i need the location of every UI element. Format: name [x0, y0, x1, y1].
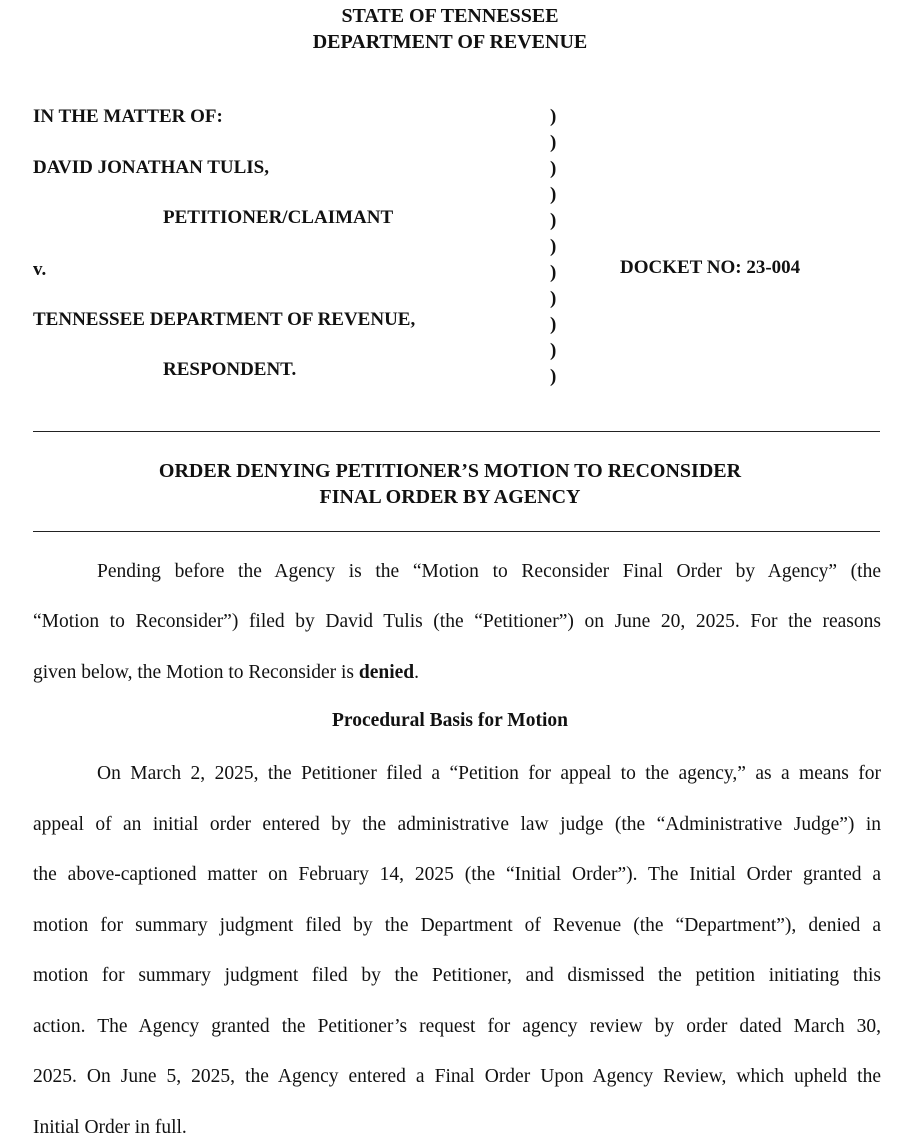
caption-paren: ) — [550, 236, 557, 257]
caption-paren: ) — [550, 262, 557, 283]
caption-parentheses-column — [550, 104, 564, 390]
paragraph-2-line: the above-captioned matter on February 14, 2025 (the “Initial Order”). The Initial Order granted a — [33, 864, 881, 885]
paragraph-2-line: Initial Order in full. — [33, 1117, 187, 1138]
order-title — [0, 458, 900, 510]
in-the-matter-label: IN THE MATTER OF: — [33, 106, 223, 127]
paragraph-2-line: action. The Agency granted the Petitioner’s request for agency review by order dated March 30, — [33, 1016, 881, 1037]
section-heading: Procedural Basis for Motion — [332, 710, 568, 731]
bottom-divider — [33, 531, 880, 532]
paragraph-2-line: 2025. On June 5, 2025, the Agency entered a Final Order Upon Agency Review, which upheld the — [33, 1066, 881, 1087]
paragraph-2-line: motion for summary judgment filed by the Petitioner, and dismissed the petition initiating this — [33, 965, 881, 986]
caption-paren: ) — [550, 106, 557, 127]
top-divider — [33, 431, 880, 432]
caption-paren: ) — [550, 210, 557, 231]
paragraph-2-line: motion for summary judgment filed by the Department of Revenue (the “Department”), denied a — [33, 915, 881, 936]
paragraph-2-line: On March 2, 2025, the Petitioner filed a “Petition for appeal to the agency,” as a means for — [97, 763, 881, 784]
caption-paren: ) — [550, 132, 557, 153]
petitioner-name: DAVID JONATHAN TULIS, — [33, 157, 269, 178]
caption-paren: ) — [550, 314, 557, 335]
caption-paren: ) — [550, 288, 557, 309]
order-title-line-2: FINAL ORDER BY AGENCY — [319, 486, 581, 508]
respondent-role: RESPONDENT. — [163, 359, 297, 380]
order-title-line-1: ORDER DENYING PETITIONER’S MOTION TO RECONSIDER — [158, 460, 742, 482]
paragraph-1-line-2: “Motion to Reconsider”) filed by David Tulis (the “Petitioner”) on June 20, 2025. For the reasons — [33, 611, 881, 632]
petitioner-role: PETITIONER/CLAIMANT — [163, 207, 394, 228]
paragraph-1-text: given below, the Motion to Reconsider is — [33, 662, 359, 683]
document-header — [0, 3, 900, 55]
department-heading: DEPARTMENT OF REVENUE — [312, 31, 588, 53]
paragraph-1-line-3 — [33, 661, 881, 685]
paragraph-1-period: . — [414, 662, 419, 683]
caption-paren: ) — [550, 184, 557, 205]
caption-paren: ) — [550, 366, 557, 387]
caption-paren: ) — [550, 340, 557, 361]
paragraph-1-line-1: Pending before the Agency is the “Motion to Reconsider Final Order by Agency” (the — [97, 561, 881, 582]
caption-paren: ) — [550, 158, 557, 179]
versus-label: v. — [33, 259, 47, 280]
respondent-name: TENNESSEE DEPARTMENT OF REVENUE, — [33, 309, 416, 330]
ruling-denied: denied — [358, 662, 415, 683]
state-heading: STATE OF TENNESSEE — [341, 5, 559, 27]
paragraph-2-line: appeal of an initial order entered by the administrative law judge (the “Administrative Judge”) in — [33, 814, 881, 835]
docket-number: DOCKET NO: 23-004 — [620, 257, 801, 278]
